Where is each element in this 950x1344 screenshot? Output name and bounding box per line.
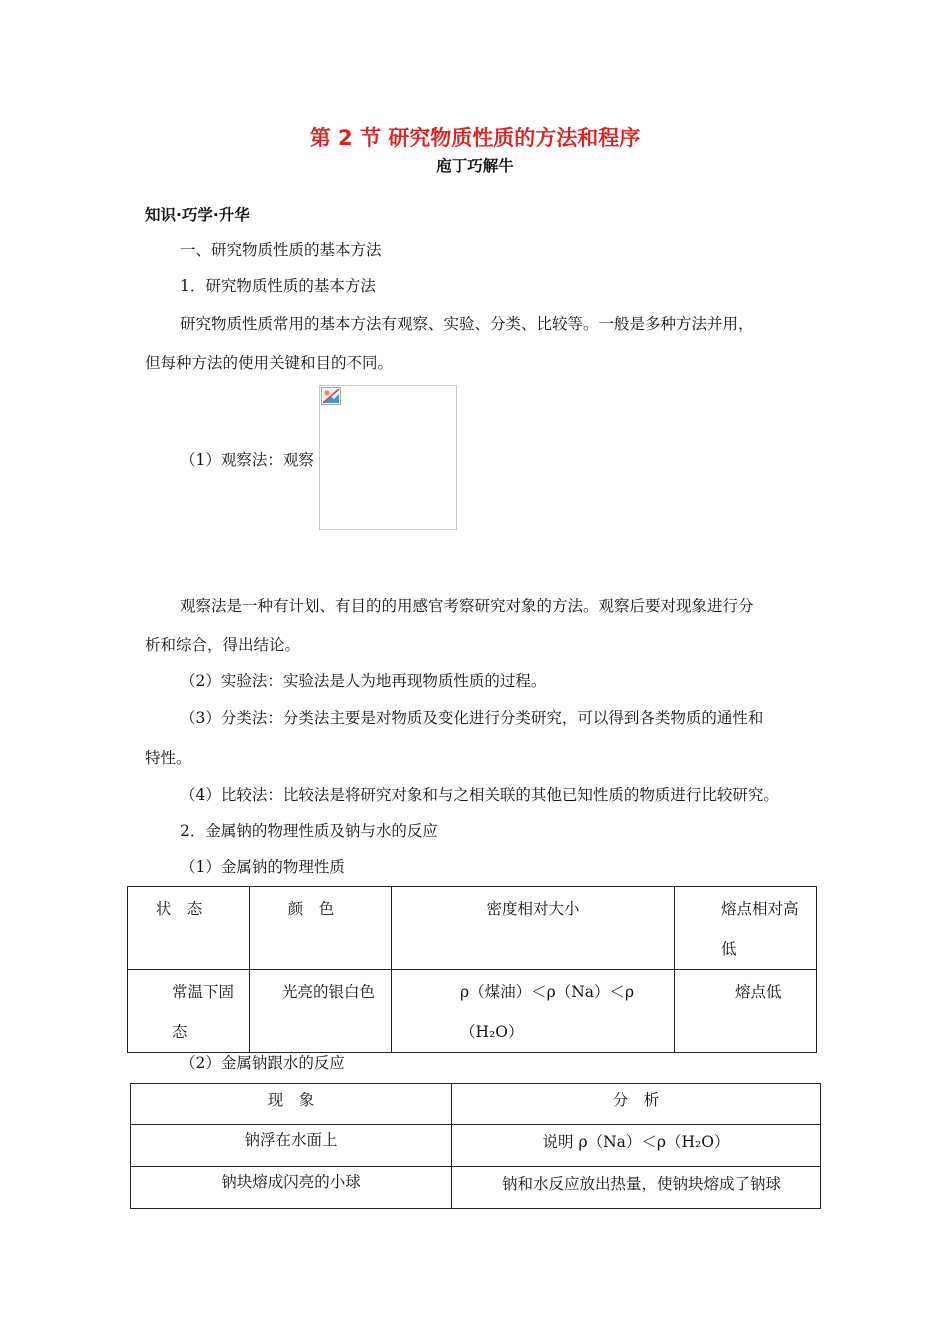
table-header-row (131, 1084, 821, 1125)
table-row (131, 1125, 821, 1167)
missing-image (319, 385, 457, 530)
cell-density: ρ（煤油）＜ρ（Na）＜ρ（H₂O） (460, 983, 635, 1041)
method-classification-b: 特性。 (145, 749, 192, 767)
header-melting-point: 熔点相对高低 (721, 900, 799, 958)
heading-3: 2．金属钠的物理性质及钠与水的反应 (180, 822, 438, 840)
table-row (128, 970, 817, 1053)
sodium-physical-properties-table (127, 886, 817, 1053)
subheading-physical: （1）金属钠的物理性质 (180, 858, 345, 876)
paragraph-1a: 研究物质性质常用的基本方法有观察、实验、分类、比较等。一般是多种方法并用， (180, 315, 754, 333)
sodium-water-reaction-table (130, 1083, 821, 1209)
paragraph-2b: 析和综合，得出结论。 (145, 636, 301, 654)
broken-image-icon (321, 387, 341, 405)
cell-state: 常温下固态 (172, 983, 235, 1041)
cell-melting-point: 熔点低 (735, 983, 782, 1001)
method-experiment: （2）实验法：实验法是人为地再现物质性质的过程。 (180, 672, 547, 690)
header-color: 颜 色 (287, 900, 335, 918)
method-comparison: （4）比较法：比较法是将研究对象和与之相关联的其他已知性质的物质进行比较研究。 (180, 786, 779, 804)
cell-analysis: 钠和水反应放出热量，使钠块熔成了钠球 (452, 1167, 821, 1209)
paragraph-1b: 但每种方法的使用关键和目的不同。 (145, 354, 394, 372)
table-header-row (128, 887, 817, 970)
paragraph-2a: 观察法是一种有计划、有目的的用感官考察研究对象的方法。观察后要对现象进行分 (180, 597, 754, 615)
heading-1: 一、研究物质性质的基本方法 (180, 241, 382, 259)
method-classification-a: （3）分类法：分类法主要是对物质及变化进行分类研究，可以得到各类物质的通性和 (180, 709, 764, 727)
header-analysis: 分 析 (452, 1084, 821, 1125)
cell-color: 光亮的银白色 (282, 983, 376, 1001)
page-title: 第 2 节 研究物质性质的方法和程序 (309, 126, 641, 150)
method-observation: （1）观察法：观察 (180, 451, 314, 469)
heading-2: 1．研究物质性质的基本方法 (180, 277, 376, 295)
subheading-reaction: （2）金属钠跟水的反应 (180, 1054, 345, 1072)
cell-phenomenon: 钠浮在水面上 (131, 1125, 452, 1167)
header-state: 状 态 (155, 900, 203, 918)
cell-phenomenon: 钠块熔成闪亮的小球 (131, 1167, 452, 1209)
cell-analysis: 说明 ρ（Na）＜ρ（H₂O） (452, 1125, 821, 1167)
header-density: 密度相对大小 (486, 900, 580, 918)
page-subtitle: 庖丁巧解牛 (436, 157, 514, 175)
header-phenomenon: 现 象 (131, 1084, 452, 1125)
section-heading: 知识·巧学·升华 (145, 206, 250, 224)
table-row (131, 1167, 821, 1209)
